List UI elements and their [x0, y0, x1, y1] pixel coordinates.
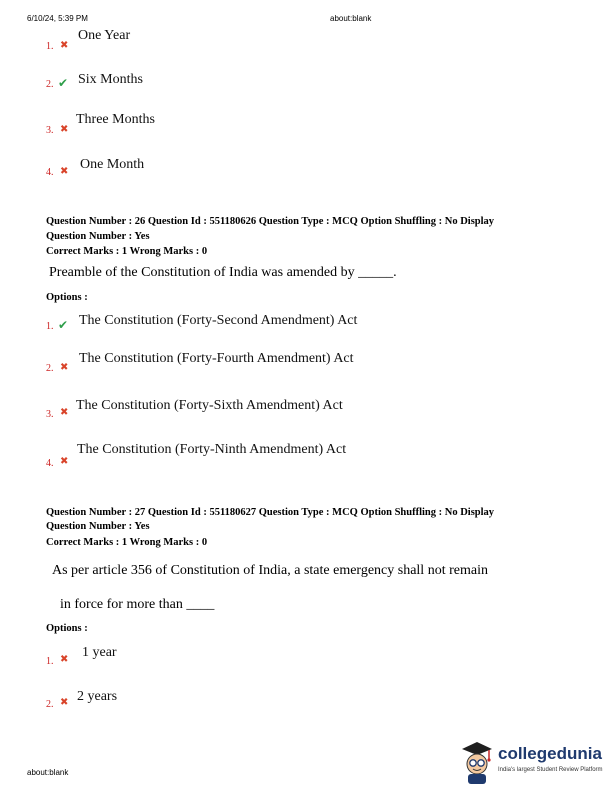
option-number: 1. — [46, 321, 54, 332]
check-icon: ✔ — [58, 76, 69, 90]
option-number: 1. — [46, 41, 54, 52]
wrong-icon: ✖ — [60, 40, 69, 51]
question-text: Preamble of the Constitution of India was amended by _____. — [49, 265, 397, 280]
option-text: The Constitution (Forty-Ninth Amendment) Act — [77, 442, 347, 457]
wrong-icon: ✖ — [60, 124, 69, 135]
question-meta: Question Number : 26 Question Id : 551180626 Question Type : MCQ Option Shuffling : No Display — [46, 216, 495, 227]
option-number: 4. — [46, 167, 54, 178]
options-label: Options : — [46, 623, 88, 634]
logo-wordmark: collegedunia — [498, 744, 602, 763]
print-footer-url: about:blank — [27, 768, 69, 777]
question-text: As per article 356 of Constitution of India, a state emergency shall not remain — [52, 563, 488, 578]
option-number: 2. — [46, 363, 54, 374]
option-text: 1 year — [82, 645, 117, 660]
wrong-icon: ✖ — [60, 697, 69, 708]
option-text: The Constitution (Forty-Fourth Amendment) Act — [79, 351, 354, 366]
question-meta: Question Number : Yes — [46, 231, 150, 242]
wrong-icon: ✖ — [60, 166, 69, 177]
option-number: 4. — [46, 458, 54, 469]
option-number: 3. — [46, 125, 54, 136]
option-text: The Constitution (Forty-Sixth Amendment) Act — [76, 398, 343, 413]
option-number: 1. — [46, 656, 54, 667]
print-url: about:blank — [330, 14, 372, 23]
question-marks: Correct Marks : 1 Wrong Marks : 0 — [46, 537, 208, 548]
wrong-icon: ✖ — [60, 654, 69, 665]
wrong-icon: ✖ — [60, 407, 69, 418]
question-meta: Question Number : Yes — [46, 521, 150, 532]
option-text: The Constitution (Forty-Second Amendment) Act — [79, 313, 358, 328]
option-text: One Year — [78, 28, 131, 43]
option-number: 3. — [46, 409, 54, 420]
check-icon: ✔ — [58, 318, 69, 332]
mascot-icon — [458, 740, 496, 786]
option-number: 2. — [46, 79, 54, 90]
option-number: 2. — [46, 699, 54, 710]
options-label: Options : — [46, 292, 88, 303]
question-meta: Question Number : 27 Question Id : 551180627 Question Type : MCQ Option Shuffling : No Display — [46, 507, 495, 518]
logo-tagline: India's largest Student Review Platform — [498, 767, 603, 773]
print-datetime: 6/10/24, 5:39 PM — [27, 14, 88, 23]
option-text: One Month — [80, 157, 145, 172]
question-text: in force for more than ____ — [60, 597, 215, 612]
question-marks: Correct Marks : 1 Wrong Marks : 0 — [46, 246, 208, 257]
option-text: 2 years — [77, 689, 118, 704]
option-text: Three Months — [76, 112, 155, 127]
wrong-icon: ✖ — [60, 456, 69, 467]
collegedunia-logo — [458, 740, 608, 786]
option-text: Six Months — [78, 72, 143, 87]
wrong-icon: ✖ — [60, 362, 69, 373]
